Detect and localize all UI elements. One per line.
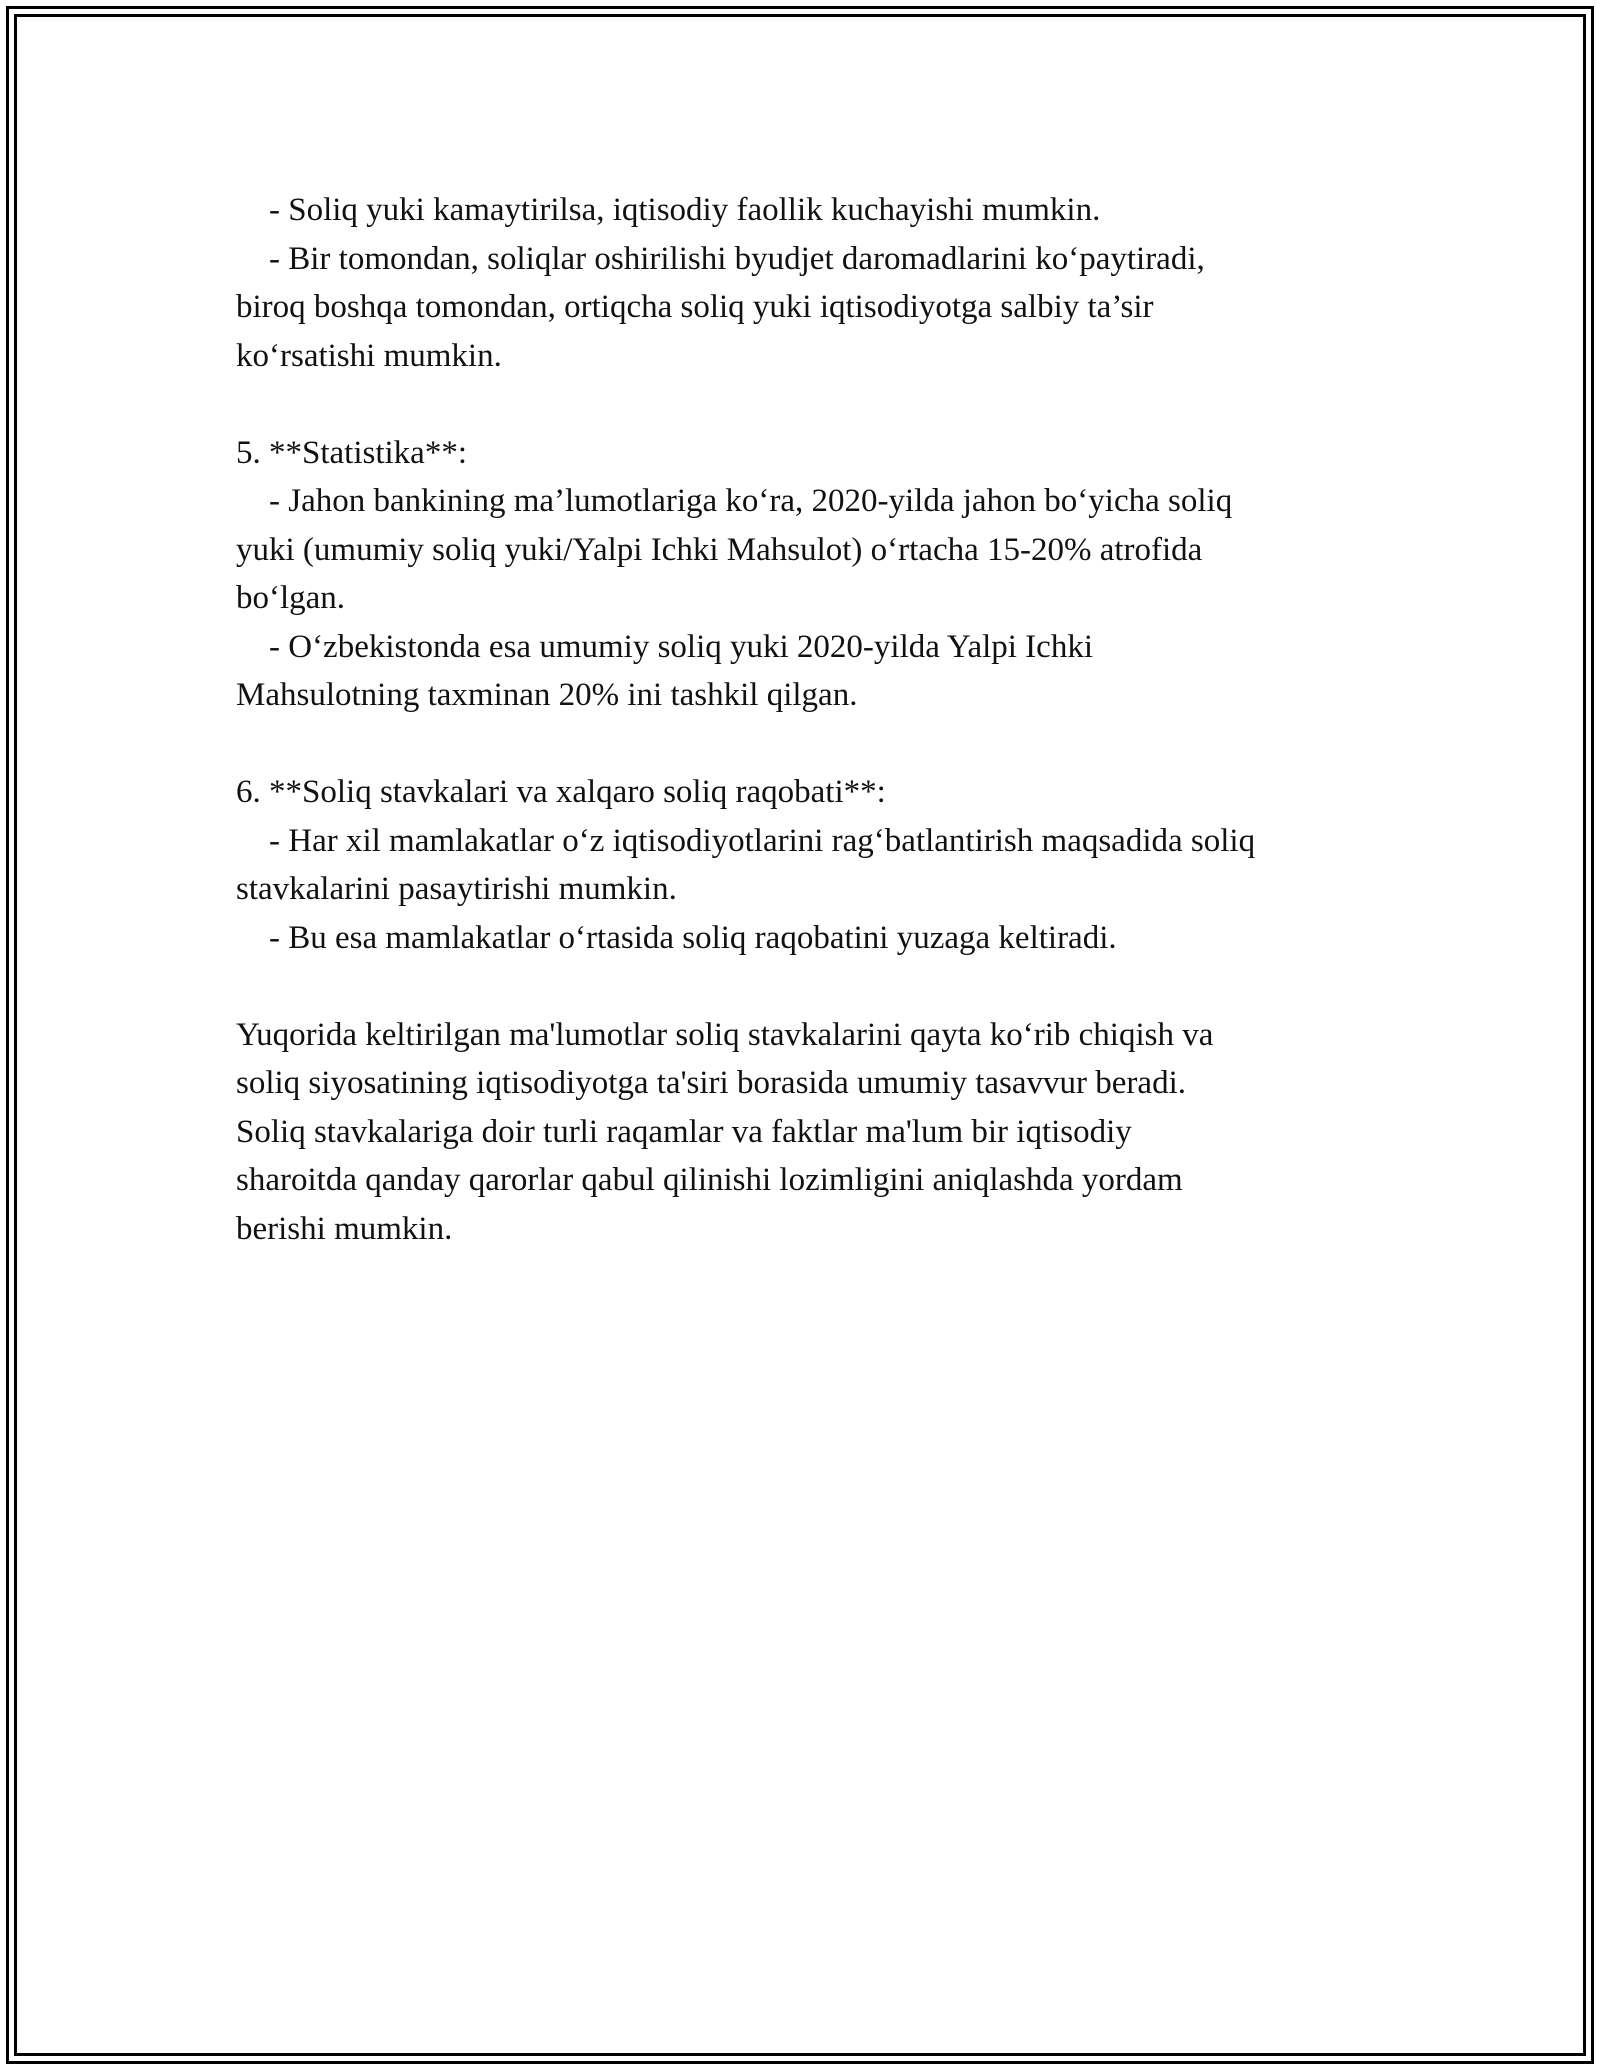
- text-line: biroq boshqa tomondan, ortiqcha soliq yuki iqtisodiyotga salbiy ta’sir: [236, 289, 1154, 325]
- text-line: Mahsulotning taxminan 20% ini tashkil qilgan.: [236, 677, 858, 713]
- text-line: ko‘rsatishi mumkin.: [236, 337, 502, 374]
- blank-line: [236, 380, 1416, 429]
- text-line: Soliq stavkalariga doir turli raqamlar va faktlar ma'lum bir iqtisodiy: [236, 1113, 1132, 1150]
- text-line: - Bu esa mamlakatlar o‘rtasida soliq raqobatini yuzaga keltiradi.: [236, 919, 1117, 956]
- text-line: soliq siyosatining iqtisodiyotga ta'siri borasida umumiy tasavvur beradi.: [236, 1065, 1186, 1101]
- text-line: stavkalarini pasaytirishi mumkin.: [236, 871, 677, 907]
- text-line: Yuqorida keltirilgan ma'lumotlar soliq stavkalarini qayta ko‘rib chiqish va: [236, 1016, 1214, 1053]
- text-line: yuki (umumiy soliq yuki/Yalpi Ichki Mahsulot) o‘rtacha 15-20% atrofida: [236, 531, 1203, 568]
- document-body: [236, 186, 1416, 1253]
- section-heading: 5. **Statistika**:: [236, 434, 467, 471]
- text-line: - Jahon bankining ma’lumotlariga ko‘ra, 2020-yilda jahon bo‘yicha soliq: [236, 483, 1233, 519]
- section-heading: 6. **Soliq stavkalari va xalqaro soliq raqobati**:: [236, 774, 886, 810]
- text-line: - O‘zbekistonda esa umumiy soliq yuki 2020-yilda Yalpi Ichki: [236, 628, 1093, 665]
- text-line: bo‘lgan.: [236, 580, 346, 616]
- text-line: berishi mumkin.: [236, 1210, 453, 1247]
- blank-line: [236, 962, 1416, 1011]
- blank-line: [236, 720, 1416, 769]
- text-line: sharoitda qanday qarorlar qabul qilinishi lozimligini aniqlashda yordam: [236, 1162, 1183, 1198]
- text-line: - Soliq yuki kamaytirilsa, iqtisodiy faollik kuchayishi mumkin.: [236, 192, 1101, 228]
- text-line: - Har xil mamlakatlar o‘z iqtisodiyotlarini rag‘batlantirish maqsadida soliq: [236, 822, 1256, 859]
- text-line: - Bir tomondan, soliqlar oshirilishi byudjet daromadlarini ko‘paytiradi,: [236, 240, 1205, 277]
